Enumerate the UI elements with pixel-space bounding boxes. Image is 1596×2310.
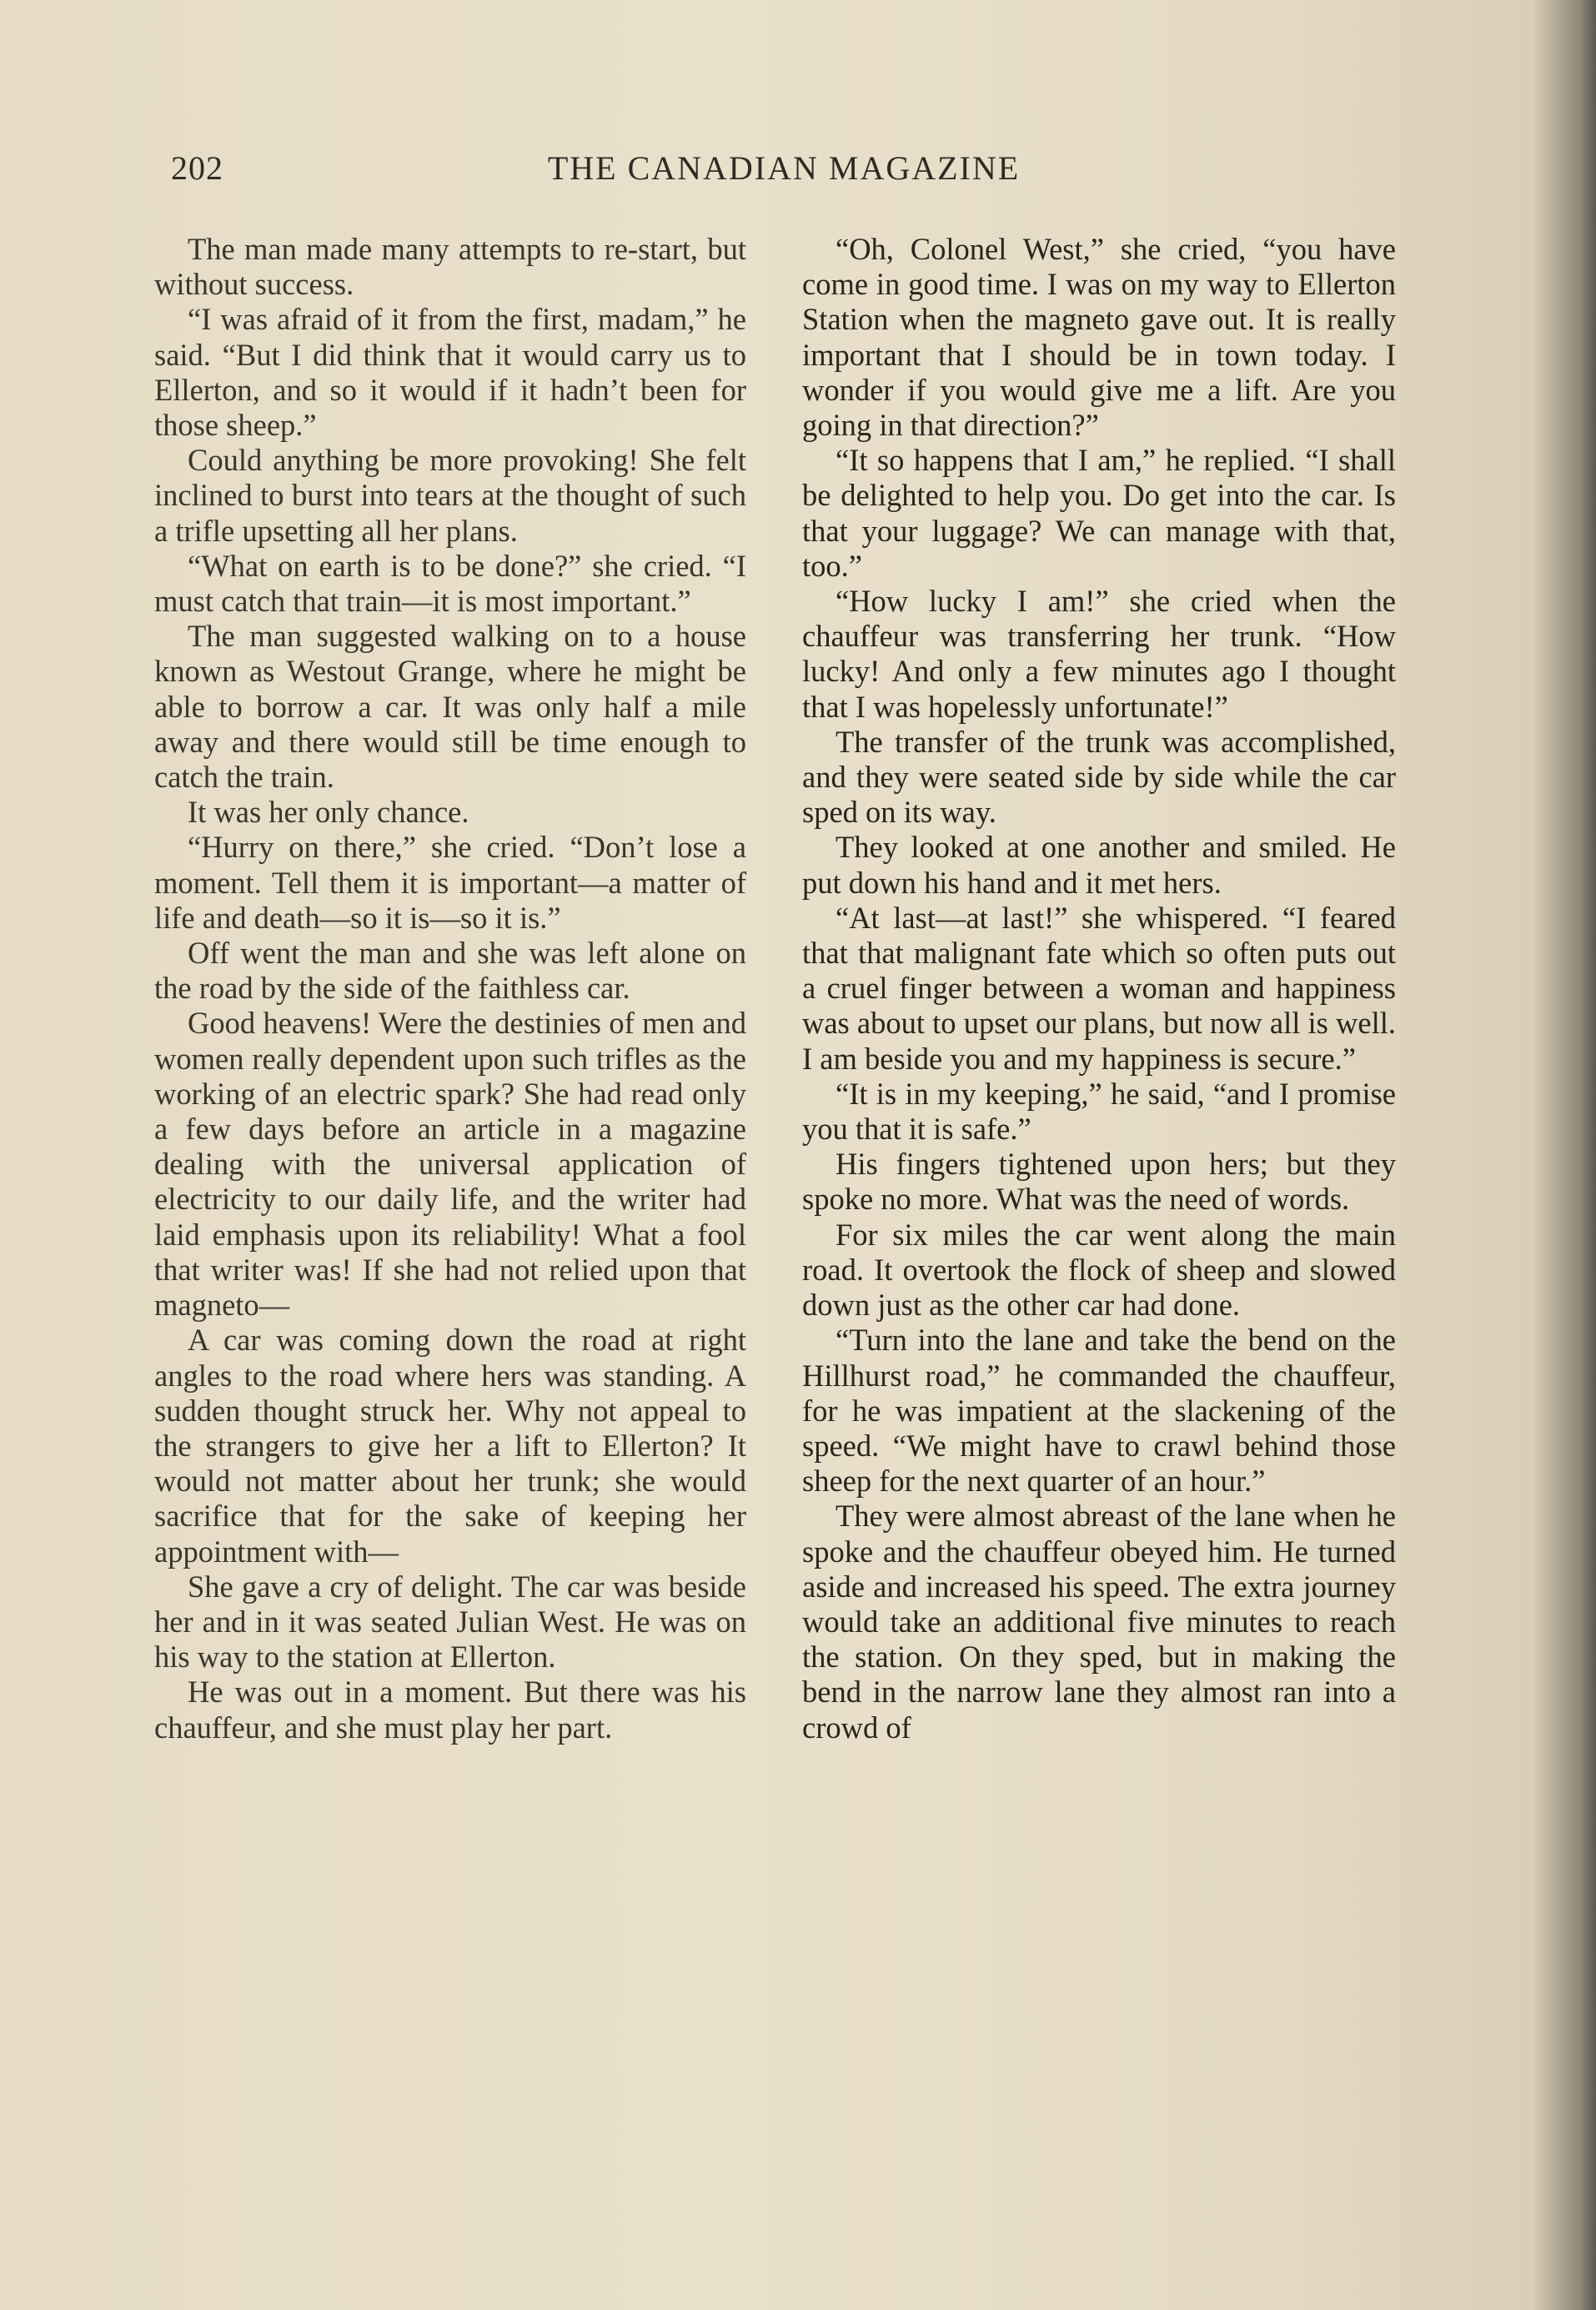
left-column bbox=[154, 232, 746, 1745]
page-number: 202 bbox=[171, 149, 223, 187]
paragraph: The transfer of the trunk was accomplished, and they were seated side by side while the car sped on its way. bbox=[802, 724, 1396, 830]
paragraph: “Turn into the lane and take the bend on the Hillhurst road,” he commanded the chauffeur, for he was impatient at the slackening of the speed. “We might have to crawl behind those sheep for the next quarter of an hour.” bbox=[802, 1323, 1396, 1499]
paragraph: Could anything be more provoking! She felt inclined to burst into tears at the thought of such a trifle upsetting all her plans. bbox=[154, 443, 746, 548]
paragraph: The man made many attempts to re-start, but without success. bbox=[154, 232, 746, 302]
paragraph: A car was coming down the road at right angles to the road where hers was standing. A sudden thought struck her. Why not appeal to the strangers to give her a lift to Ellerton? It would not matter about her trunk; she would sacrifice that for the sake of keeping her appointment with— bbox=[154, 1323, 746, 1569]
paragraph: For six miles the car went along the main road. It overtook the flock of sheep and slowed down just as the other car had done. bbox=[802, 1217, 1396, 1323]
paragraph: They looked at one another and smiled. He put down his hand and it met hers. bbox=[802, 830, 1396, 900]
paragraph: “How lucky I am!” she cried when the chauffeur was transferring her trunk. “How lucky! And only a few minutes ago I thought that I was hopelessly unfortunate!” bbox=[802, 584, 1396, 724]
paragraph: Good heavens! Were the destinies of men and women really dependent upon such trifles as the working of an electric spark? She had read only a few days before an article in a magazine dealing with the universal application of electricity to our daily life, and the writer had laid emphasis upon its reliability! What a fool that writer was! If she had not relied upon that magneto— bbox=[154, 1006, 746, 1323]
paragraph: “Hurry on there,” she cried. “Don’t lose a moment. Tell them it is important—a matter of life and death—so it is—so it is.” bbox=[154, 830, 746, 935]
paragraph: The man suggested walking on to a house known as Westout Grange, where he might be able to borrow a car. It was only half a mile away and there would still be time enough to catch the train. bbox=[154, 619, 746, 795]
page-header bbox=[171, 148, 1397, 198]
paragraph: “Oh, Colonel West,” she cried, “you have come in good time. I was on my way to Ellerton Station when the magneto gave out. It is really important that I should be in town today. I wonder if you would give me a lift. Are you going in that direction?” bbox=[802, 232, 1396, 443]
paragraph: “What on earth is to be done?” she cried. “I must catch that train—it is most important.” bbox=[154, 548, 746, 619]
right-column bbox=[802, 232, 1396, 1745]
paragraph: Off went the man and she was left alone on the road by the side of the faithless car. bbox=[154, 936, 746, 1006]
paragraph: “At last—at last!” she whispered. “I feared that that malignant fate which so often puts out a cruel finger between a woman and happiness was about to upset our plans, but now all is well. I am beside you and my happiness is secure.” bbox=[802, 900, 1396, 1076]
paragraph: He was out in a moment. But there was his chauffeur, and she must play her part. bbox=[154, 1675, 746, 1745]
paragraph: “It is in my keeping,” he said, “and I promise you that it is safe.” bbox=[802, 1076, 1396, 1147]
paragraph: “It so happens that I am,” he replied. “I shall be delighted to help you. Do get into the car. Is that your luggage? We can manage with that, too.” bbox=[802, 443, 1396, 583]
paragraph: “I was afraid of it from the first, madam,” he said. “But I did think that it would carry us to Ellerton, and so it would if it hadn’t been for those sheep.” bbox=[154, 302, 746, 443]
paragraph: She gave a cry of delight. The car was beside her and in it was seated Julian West. He was on his way to the station at Ellerton. bbox=[154, 1569, 746, 1675]
paragraph: They were almost abreast of the lane when he spoke and the chauffeur obeyed him. He turned aside and increased his speed. The extra journey would take an additional five minutes to reach the station. On they sped, but in making the bend in the narrow lane they almost ran into a crowd of bbox=[802, 1499, 1396, 1745]
running-title: THE CANADIAN MAGAZINE bbox=[547, 149, 1021, 187]
paragraph: It was her only chance. bbox=[188, 795, 469, 830]
paragraph: His fingers tightened upon hers; but they spoke no more. What was the need of words. bbox=[802, 1147, 1396, 1217]
